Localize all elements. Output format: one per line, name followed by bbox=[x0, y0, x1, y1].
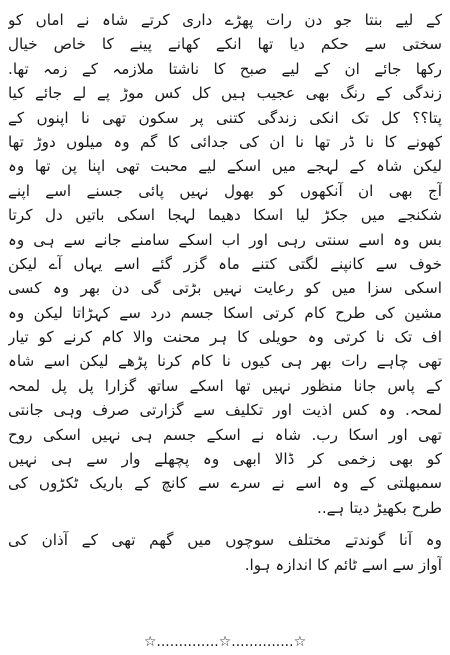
text-line: زندگی کے رنگ بھی عجیب ہیں کل کس موڑ پے لے جائے کیا bbox=[8, 84, 442, 103]
text-line: تھی اور اسکا رب. شاہ نے اسکے جسم ہی نہیں اسکی روح bbox=[8, 425, 442, 444]
text-line: اف تک نا کرتی وہ حویلی کا ہر محنت والا کام کرنے کو تیار bbox=[8, 328, 442, 347]
text-line: کھونے کا نا ڈر تھا نا ان کی جدائی کا گم وہ میلوں دوڑ تھا bbox=[8, 132, 442, 151]
text-line: کو بھی زخمی کر ڈالا ابھی وہ پچھلے وار سے ہی نہیں bbox=[8, 450, 442, 469]
text-line: وہ آنا گوندتے مختلف سوچوں میں گھم تھی کے آذان کی bbox=[8, 531, 442, 550]
text-line: خوف سے کانپنے لگتی کتنے ماہ گزر گئے اسے یہاں آے لیکن bbox=[8, 254, 442, 273]
text-line: لمحہ. وہ کس اذیت اور تکلیف سے گزارتی صرف وہی جانتی bbox=[8, 401, 442, 420]
text-line: آواز سے اسے ٹائم کا اندازہ ہوا. bbox=[244, 555, 442, 574]
document-body bbox=[8, 8, 442, 577]
text-line: اسکی سزا میں کو رعایت نہیں بڑتی گی دن بھر وہ کسی bbox=[8, 279, 442, 298]
text-line: مشین کی طرح کام کرتی اسکا جسم درد سے کہڑاتا لیکن وہ bbox=[8, 303, 442, 322]
text-line: پتا؟؟ کل تک انکی زندگی کتنی پر سکون تھی نا اپنوں کے bbox=[8, 108, 442, 127]
text-line: آج بھی ان آنکھوں کو بھول نہیں پائی جسنے اسے اپنے bbox=[8, 181, 442, 200]
text-line: طرح بکھیڑ دیتا ہے.. bbox=[317, 498, 442, 517]
text-line: کے پاس جانا منظور نہیں تھا اسکے ساتھ گزارا پل پل لمحہ bbox=[8, 376, 442, 395]
text-line: سمبھلتی کے وہ اسے نے سرے سے کانچ کے باریک ٹکڑوں کی bbox=[8, 474, 442, 493]
text-line: سختی سے حکم دیا تھا انکے کھانے پینے کا خاص خیال bbox=[8, 35, 442, 54]
text-line: رکھا جائے ان کے لیے صبح کا ناشتا ملازمہ کے زمہ تھا. bbox=[8, 59, 442, 78]
text-line: لیکن شاہ کے لہجے میں اسکے لیے محبت تھی اپنا پن تھا وہ bbox=[8, 157, 442, 176]
paragraph-gap bbox=[8, 520, 442, 528]
section-divider-stars: ☆..............☆..............☆ bbox=[143, 634, 307, 650]
text-line: شکنجے میں جکڑ لیا اسکا دھیما لہجا اسکی باتیں دل کرتا bbox=[8, 206, 442, 225]
text-line: بس وہ اسے سنتی رہی اور اب اسکے سامنے جانے سے ہی وہ bbox=[8, 230, 442, 249]
text-line: کے لیے بنتا جو دن رات پھڑے داری کرتے شاہ نے اماں کو bbox=[8, 11, 442, 29]
text-line: تھی چاہے رات بھر ہی کیوں نا کام کرنا پڑھے لیکن اسے شاہ bbox=[8, 352, 442, 371]
